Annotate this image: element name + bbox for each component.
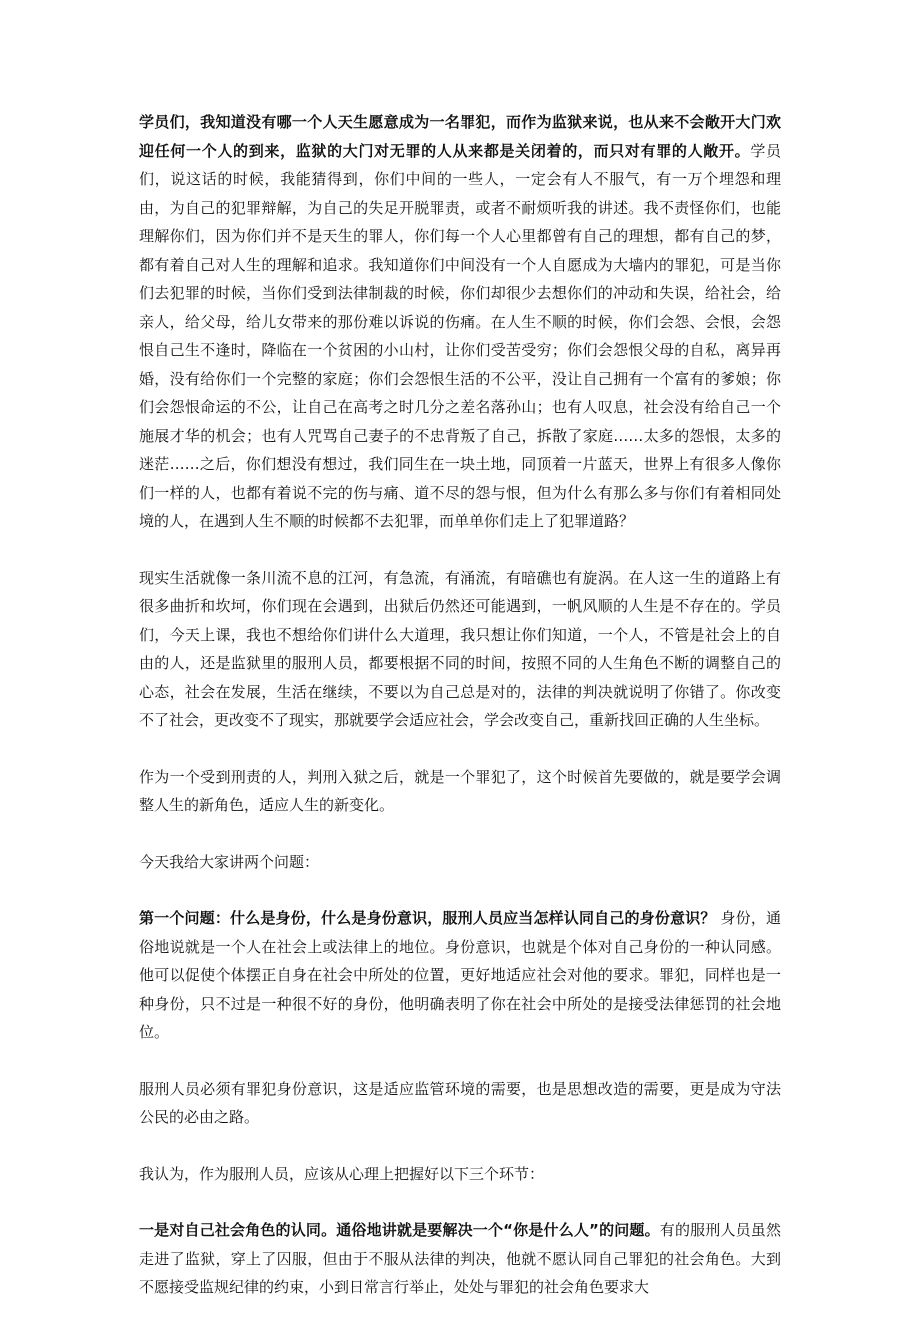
paragraph-8-text: 有的服刑人员虽然走进了监狱，穿上了囚服，但由于不服从法律的判决，他就不愿认同自己罪犯的社会角色。大到不愿接受监规纪律的约束，小到日常言行举止，处处与罪犯的社会角色要求大 (139, 1221, 781, 1296)
paragraph-4: 今天我给大家讲两个问题： (139, 852, 320, 871)
paragraph-7: 我认为，作为服刑人员，应该从心理上把握好以下三个环节： (139, 1164, 545, 1183)
paragraph-5-text: 身份，通俗地说就是一个人在社会上或法律上的地位。身份意识，也就是个体对自己身份的一种认同感。他可以促使个体摆正自身在社会中所处的位置，更好地适应社会对他的要求。罪犯，同样也是一种身份，只不过是一种很不好的身份，他明确表明了你在社会中所处的是接受法律惩罚的社会地位。 (139, 909, 781, 1041)
paragraph-3: 作为一个受到刑责的人，判刑入狱之后，就是一个罪犯了，这个时候首先要做的，就是要学会调整人生的新角色，适应人生的新变化。 (139, 767, 781, 814)
paragraph-8-bold: 一是对自己社会角色的认同。通俗地讲就是要解决一个“你是什么人”的问题。 (139, 1221, 660, 1239)
paragraph-5 (139, 904, 781, 1047)
paragraph-1-text: 学员们，说这话的时候，我能猜得到，你们中间的一些人，一定会有人不服气，有一万个埋怨和理由，为自己的犯罪辩解，为自己的失足开脱罪责，或者不耐烦听我的讲述。我不责怪你们，也能理解你们，因为你们并不是天生的罪人，你们每一个人心里都曾有自己的理想，都有自己的梦，都有着自己对人生的理解和追求。我知道你们中间没有一个人自愿成为大墙内的罪犯，可是当你们去犯罪的时候，当你们受到法律制裁的时候，你们却很少去想你们的冲动和失误，给社会，给亲人，给父母，给儿女带来的那份难以诉说的伤痛。在人生不顺的时候，你们会怨、会恨，会怨恨自己生不逢时，降临在一个贫困的小山村，让你们受苦受穷；你们会怨恨父母的自私，离异再婚，没有给你们一个完整的家庭；你们会怨恨生活的不公平，没让自己拥有一个富有的爹娘；你们会怨恨命运的不公，让自己在高考之时几分之差名落孙山；也有人叹息，社会没有给自己一个施展才华的机会；也有人咒骂自己妻子的不忠背叛了自己，拆散了家庭……太多的怨恨，太多的迷茫……之后，你们想没有想过，我们同生在一块土地，同顶着一片蓝天，世界上有很多人像你们一样的人，也都有着说不完的伤与痛、道不尽的怨与恨，但为什么有那么多与你们有着相同处境的人，在遇到人生不顺的时候都不去犯罪，而单单你们走上了犯罪道路？ (139, 141, 781, 530)
paragraph-1 (139, 108, 781, 536)
paragraph-6: 服刑人员必须有罪犯身份意识，这是适应监管环境的需要，也是思想改造的需要，更是成为守法公民的必由之路。 (139, 1079, 781, 1126)
paragraph-2: 现实生活就像一条川流不息的江河，有急流，有涌流，有暗礁也有旋涡。在人这一生的道路上有很多曲折和坎坷，你们现在会遇到，出狱后仍然还可能遇到，一帆风顺的人生是不存在的。学员们，今天上课，我也不想给你们讲什么大道理，我只想让你们知道，一个人，不管是社会上的自由的人，还是监狱里的服刑人员，都要根据不同的时间，按照不同的人生角色不断的调整自己的心态，社会在发展，生活在继续，不要以为自己总是对的，法律的判决就说明了你错了。你改变不了社会，更改变不了现实，那就要学会适应社会，学会改变自己，重新找回正确的人生坐标。 (139, 568, 781, 729)
document-page (139, 108, 781, 1330)
paragraph-5-bold: 第一个问题：什么是身份，什么是身份意识，服刑人员应当怎样认同自己的身份意识？ (139, 909, 716, 927)
paragraph-8 (139, 1216, 781, 1302)
paragraph-1-bold: 学员们，我知道没有哪一个人天生愿意成为一名罪犯，而作为监狱来说，也从来不会敞开大门欢迎任何一个人的到来，监狱的大门对无罪的人从来都是关闭着的，而只对有罪的人敞开。 (139, 113, 781, 160)
